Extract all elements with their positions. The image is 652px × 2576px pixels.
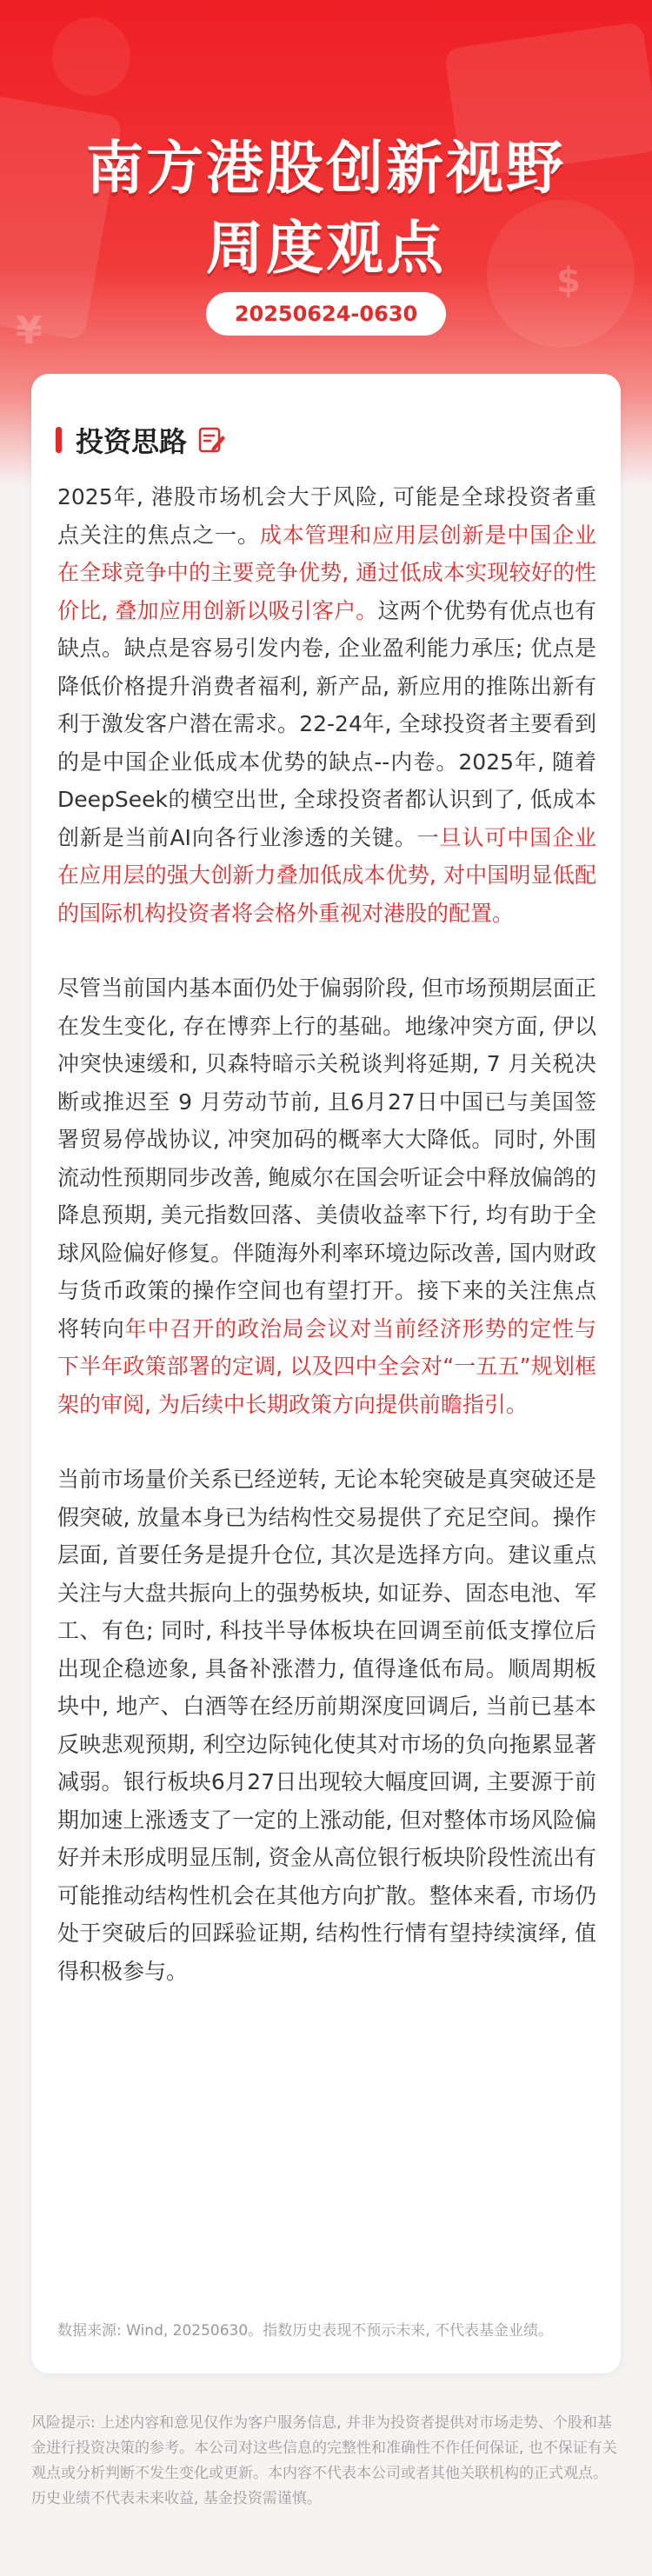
section-title: 投资思路: [76, 425, 188, 458]
risk-disclaimer: 风险提示: 上述内容和意见仅作为客户服务信息, 并非为投资者提供对市场走势、个股和基金进行投资决策的参考。本公司对这些信息的完整性和准确性不作任何保证, 也不保证有关观点或分析判断不发生变化或更新。本内容不代表本公司或者其他关联机构的正式观点。历史业绩不代表未来收益, 基金投资需谨慎。: [31, 2414, 617, 2507]
article-paragraph: [57, 1461, 596, 1990]
body-text-segment: 2025年, 港股市场机会大于风险, 可能是全球投资者重点关注的焦点之一。: [57, 484, 596, 548]
body-text-segment: 尽管当前国内基本面仍处于偏弱阶段, 但市场预期层面正在发生变化, 存在博弈上行的基础。地缘冲突方面, 伊以冲突快速缓和, 贝森特暗示关税谈判将延期, 7 月关税决断或推迟至 9 月劳动节前, 且6月27日中国已与美国签署贸易停战协议, 冲突加码的概率大大降低。同时, 外围流动性预期同步改善, 鲍威尔在国会听证会中释放偏鸽的降息预期, 美元指数回落、美债收益率下行, 均有助于全球风险偏好修复。伴随海外利率环境边际改善, 国内财政与货币政策的操作空间也有望打开。接下来的关注焦点将转向: [57, 975, 596, 1341]
section-header: [56, 423, 227, 457]
page-title: 南方港股创新视野: [86, 135, 566, 202]
content-card: [31, 374, 621, 2373]
body-text-segment: 当前市场量价关系已经逆转, 无论本轮突破是真突破还是假突破, 放量本身已为结构性交易提供了充足空间。操作层面, 首要任务是提升仓位, 其次是选择方向。建议重点关注与大盘共振向上的强势板块, 如证券、固态电池、军工、有色; 同时, 科技半导体板块在回调至前低支撑位后出现企稳迹象, 具备补涨潜力, 值得逢低布局。顺周期板块中, 地产、白酒等在经历前期深度回调后, 当前已基本反映悲观预期, 利空边际钝化使其对市场的负向拖累显著减弱。银行板块6月27日出现较大幅度回调, 主要源于前期加速上涨透支了一定的上涨动能, 但对整体市场风险偏好并未形成明显压制, 资金从高位银行板块阶段性流出有可能推动结构性机会在其他方向扩散。整体来看, 市场仍处于突破后的回踩验证期, 结构性行情有望持续演绎, 值得积极参与。: [57, 1467, 596, 1984]
data-source-note: 数据来源: Wind, 20250630。指数历史表现不预示未来, 不代表基金业绩。: [57, 2322, 553, 2340]
highlighted-text: 成本管理和应用层创新是中国企业在全球竞争中的主要竞争优势, 通过低成本实现较好的性价比, 叠加应用创新以吸引客户。: [57, 522, 596, 623]
decorative-circle: [52, 17, 130, 96]
date-range-badge: 20250624-0630: [206, 292, 446, 336]
page-subtitle: 周度观点: [206, 215, 446, 282]
article-paragraph: [57, 969, 596, 1423]
body-text-segment: 这两个优势有优点也有缺点。缺点是容易引发内卷, 企业盈利能力承压; 优点是降低价格提升消费者福利, 新产品, 新应用的推陈出新有利于激发客户潜在需求。22-24年, 全球投资者主要看到的是中国企业低成本优势的缺点--内卷。2025年, 随着DeepSeek的横空出世, 全球投资者都认识到了, 低成本创新是当前AI向各行业渗透的关键。: [57, 597, 596, 850]
edit-note-icon: [197, 425, 227, 455]
highlighted-text: 年中召开的政治局会议对当前经济形势的定性与下半年政策部署的定调, 以及四中全会对“一五五”规划框架的审阅, 为后续中长期政策方向提供前瞻指引。: [57, 1315, 596, 1417]
decorative-yen-icon: ¥: [16, 309, 43, 353]
highlighted-text: 一旦认可中国企业在应用层的强大创新力叠加低成本优势, 对中国明显低配的国际机构投资者将会格外重视对港股的配置。: [57, 824, 596, 926]
article-paragraph: [57, 478, 596, 932]
decorative-dollar-icon: $: [556, 261, 581, 301]
article-body: [57, 478, 596, 2027]
section-accent-bar: [56, 427, 62, 453]
